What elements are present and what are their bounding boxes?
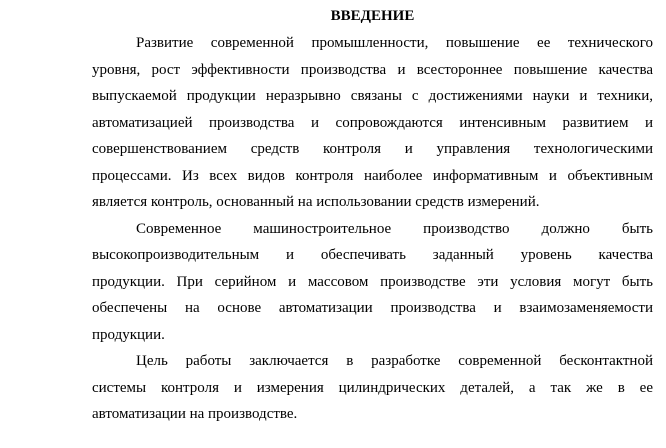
paragraph-line: обеспечены на основе автоматизации производства и взаимозаменяемости	[92, 300, 653, 316]
paragraph-2	[92, 216, 653, 349]
paragraph-line: Современное машиностроительное производство должно быть	[136, 220, 653, 237]
paragraph-line: продукции.	[92, 326, 165, 343]
paragraph-line: автоматизации на производстве.	[92, 406, 298, 422]
paragraph-line: Развитие современной промышленности, повышение ее технического	[136, 35, 653, 51]
paragraph-3	[92, 348, 653, 428]
paragraph-line: высокопроизводительным и обеспечивать заданный уровень качества	[92, 247, 653, 263]
paragraph-line: системы контроля и измерения цилиндрических деталей, а так же в ее	[92, 379, 653, 396]
document-page	[92, 6, 653, 428]
paragraph-1	[92, 30, 653, 216]
paragraph-line: продукции. При серийном и массовом производстве эти условия могут быть	[92, 273, 653, 290]
paragraph-line: автоматизацией производства и сопровождаются интенсивным развитием и	[92, 114, 653, 131]
paragraph-line: совершенствованием средств контроля и управления технологическими	[92, 141, 653, 157]
paragraph-line: уровня, рост эффективности производства и всестороннее повышение качества	[92, 61, 653, 78]
paragraph-line: является контроль, основанный на использовании средств измерений.	[92, 194, 540, 210]
paragraph-line: процессами. Из всех видов контроля наиболее информативным и объективным	[92, 167, 653, 184]
paragraph-line: Цель работы заключается в разработке современной бесконтактной	[136, 353, 653, 369]
paragraph-line: выпускаемой продукции неразрывно связаны с достижениями науки и техники,	[92, 88, 653, 104]
document-title: ВВЕДЕНИЕ	[330, 8, 415, 24]
